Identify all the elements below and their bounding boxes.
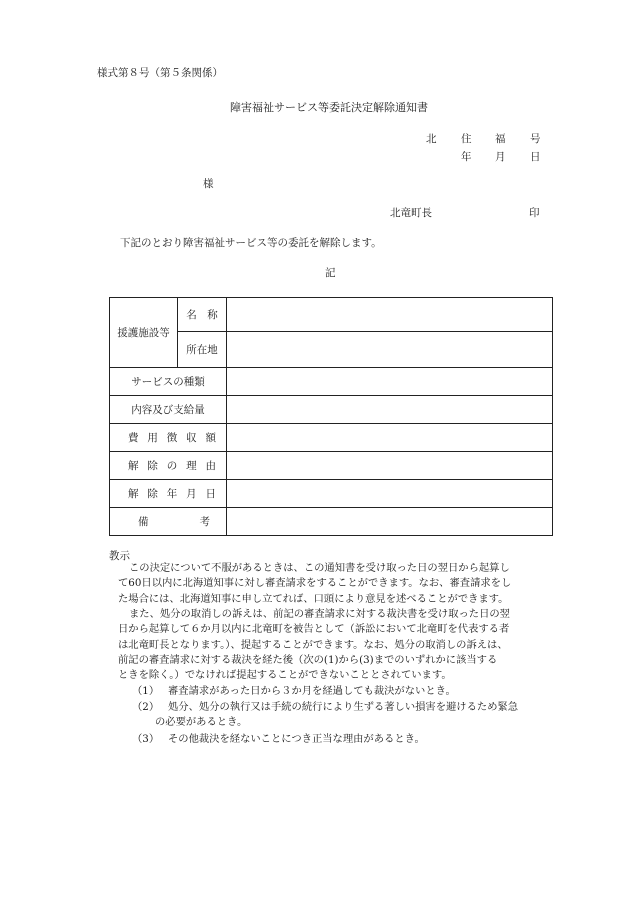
ref-label-ju: 住 — [461, 133, 472, 145]
notice-line: この決定について不服があるときは、この通知書を受け取った日の翌日から起算し — [129, 562, 510, 574]
notice-line: 日から起算して６か月以内に北竜町を被告として（訴訟において北竜町を代表する者 — [118, 623, 510, 636]
date-month-label: 月 — [495, 151, 506, 163]
lead-text: 下記のとおり障害福祉サービス等の委託を解除します。 — [120, 237, 382, 249]
issuer-name: 北竜町長 — [390, 207, 432, 219]
item-text: 審査請求があった日から３か月を経過しても裁決がないとき。 — [168, 685, 456, 697]
remarks-label: 備考 — [110, 508, 227, 536]
document-title: 障害福祉サービス等委託決定解除通知書 — [230, 101, 428, 114]
ki-heading: 記 — [325, 267, 336, 279]
facility-name-value[interactable] — [227, 298, 553, 332]
notice-line: また、処分の取消しの訴えは、前記の審査請求に対する裁決書を受け取った日の翌 — [129, 608, 510, 620]
notice-paragraph-1 — [118, 561, 568, 607]
item-text: その他裁決を経ないことにつき正当な理由があるとき。 — [168, 733, 425, 745]
facility-group-label: 援護施設等 — [110, 298, 178, 368]
date-year-label: 年 — [461, 151, 472, 163]
cost-collection-label: 費用徴収額 — [110, 424, 227, 452]
addressee-suffix: 様 — [203, 178, 214, 190]
notice-line: ときを除く。）でなければ提起することができないこととされています。 — [118, 669, 452, 682]
seal-mark: 印 — [529, 207, 540, 219]
cost-collection-value[interactable] — [227, 424, 553, 452]
notice-line: て60日以内に北海道知事に対し審査請求をすることができます。なお、審査請求をし — [118, 577, 512, 590]
content-amount-label: 内容及び支給量 — [110, 396, 227, 424]
notice-item-1 — [132, 686, 456, 696]
notice-line: た場合には、北海道知事に申し立てれば、口頭により意見を述べることができます。 — [118, 592, 509, 605]
item-number: （1） — [132, 685, 160, 697]
service-type-value[interactable] — [227, 368, 553, 396]
cancel-reason-value[interactable] — [227, 452, 553, 480]
facility-address-value[interactable] — [227, 332, 553, 368]
notice-heading: 教示 — [109, 550, 130, 562]
cancel-date-label: 解除年月日 — [110, 480, 227, 508]
notice-item-3 — [132, 734, 425, 744]
notice-line: 前記の審査請求に対する裁決を経た後（次の(1)から(3)までのいずれかに該当する — [118, 653, 498, 666]
ref-label-fuku: 福 — [495, 133, 506, 145]
remarks-value[interactable] — [227, 508, 553, 536]
cancel-date-value[interactable] — [227, 480, 553, 508]
notice-item-2-continuation: の必要があるとき。 — [155, 716, 248, 728]
facility-name-label: 名 称 — [178, 298, 227, 332]
service-type-label: サービスの種類 — [110, 368, 227, 396]
notice-item-2 — [132, 702, 518, 712]
item-number: （3） — [132, 733, 160, 745]
notice-paragraph-2 — [118, 607, 568, 683]
form-number: 様式第８号（第５条関係） — [97, 67, 223, 79]
notice-line: は北竜町長となります。）、提起することができます。なお、処分の取消しの訴えは、 — [118, 638, 508, 651]
item-text: 処分、処分の執行又は手続の続行により生ずる著しい損害を避けるため緊急 — [168, 701, 519, 713]
item-number: （2） — [132, 701, 160, 713]
ref-label-go: 号 — [530, 133, 541, 145]
content-amount-value[interactable] — [227, 396, 553, 424]
detail-table — [109, 297, 553, 536]
cancel-reason-label: 解除の理由 — [110, 452, 227, 480]
date-day-label: 日 — [530, 151, 541, 163]
facility-address-label: 所在地 — [178, 332, 227, 368]
ref-label-kita: 北 — [426, 133, 437, 145]
